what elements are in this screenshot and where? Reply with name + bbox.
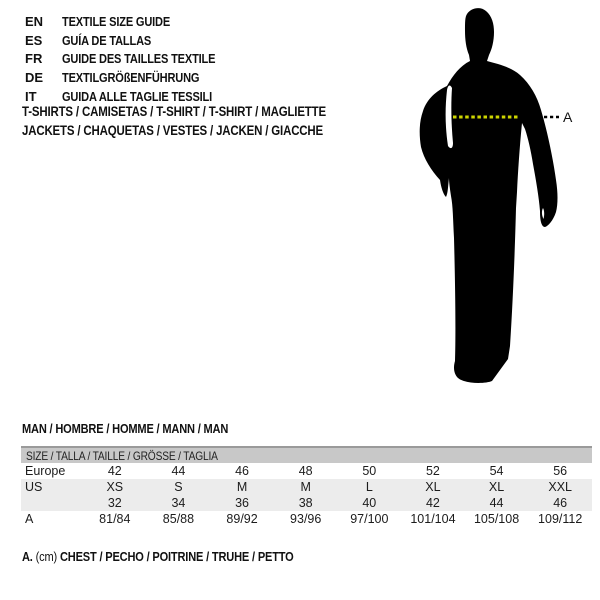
size-cell: 42 [107, 464, 122, 478]
table-row-a-chest [21, 511, 592, 527]
lang-code: DE [25, 69, 44, 85]
size-cell: 46 [553, 496, 568, 510]
size-cell: 85/88 [162, 512, 195, 526]
category-tshirts: T-SHIRTS / CAMISETAS / T-SHIRT / T-SHIRT / MAGLIETTE [22, 104, 326, 119]
size-cell: 52 [425, 464, 440, 478]
lang-row-de [25, 68, 242, 87]
footnote-text: CHEST / PECHO / POITRINE / TRUHE / PETTO [59, 549, 294, 564]
size-cell: 40 [362, 496, 377, 510]
row-label: US [25, 480, 43, 494]
size-cell: M [300, 480, 311, 494]
lang-code: IT [25, 88, 37, 104]
size-cell: 101/104 [410, 512, 456, 526]
garment-categories [22, 103, 380, 140]
size-cell: 54 [489, 464, 504, 478]
category-jackets: JACKETS / CHAQUETAS / VESTES / JACKEN / GIACCHE [22, 122, 324, 138]
lang-title: GUIDE DES TAILLES TEXTILE [62, 51, 216, 67]
lang-row-fr [25, 49, 242, 68]
size-cell: 56 [553, 464, 568, 478]
size-cell: 97/100 [350, 512, 389, 526]
table-row-europe [21, 463, 592, 479]
footnote-unit: (cm) [35, 549, 58, 564]
man-silhouette-figure [400, 0, 600, 400]
lang-title: GUÍA DE TALLAS [62, 32, 152, 48]
lang-code: EN [25, 13, 44, 29]
size-table [21, 446, 592, 527]
size-cell: 105/108 [473, 512, 520, 526]
size-cell: M [236, 480, 248, 494]
size-cell: 38 [298, 496, 313, 510]
size-cell: 34 [171, 496, 186, 510]
table-row-us [21, 479, 592, 495]
lang-row-es [25, 31, 242, 50]
table-row-uk [21, 495, 592, 511]
lang-title: GUIDA ALLE TAGLIE TESSILI [62, 88, 213, 104]
lang-code: ES [25, 32, 43, 48]
size-cell: XL [425, 480, 441, 494]
row-values [83, 464, 592, 478]
size-cell: 89/92 [226, 512, 258, 526]
row-label: Europe [25, 464, 66, 478]
size-cell: 109/112 [538, 512, 583, 526]
row-values [83, 512, 592, 526]
size-cell: 44 [171, 464, 186, 478]
measurement-footnote [22, 549, 342, 564]
measure-label-a: A [563, 109, 573, 125]
size-table-header-label: SIZE / TALLA / TAILLE / GRÖSSE / TAGLIA [26, 448, 218, 463]
size-cell: 93/96 [290, 512, 322, 526]
size-cell: 36 [235, 496, 250, 510]
lang-row-en [25, 12, 242, 31]
size-cell: XL [488, 480, 505, 494]
language-title-list [25, 12, 242, 105]
size-cell: XS [106, 480, 124, 494]
size-cell: 50 [362, 464, 377, 478]
row-label: A [25, 512, 34, 526]
size-cell: 42 [425, 496, 440, 510]
footnote-prefix: A. [22, 549, 33, 564]
lang-title: TEXTILE SIZE GUIDE [62, 13, 171, 29]
size-cell: 32 [107, 496, 122, 510]
size-cell: 48 [298, 464, 313, 478]
row-values [83, 496, 592, 510]
lang-code: FR [25, 51, 43, 67]
size-cell: XXL [548, 480, 572, 494]
lang-title: TEXTILGRÖßENFÜHRUNG [62, 69, 200, 85]
size-cell: 81/84 [99, 512, 131, 526]
section-title-man: MAN / HOMBRE / HOMME / MANN / MAN [22, 421, 229, 436]
row-values [83, 480, 592, 494]
man-silhouette [420, 8, 558, 383]
size-cell: 46 [235, 464, 250, 478]
size-cell: L [365, 480, 373, 494]
size-cell: S [174, 480, 183, 494]
size-table-header [21, 446, 592, 463]
size-cell: 44 [489, 496, 504, 510]
